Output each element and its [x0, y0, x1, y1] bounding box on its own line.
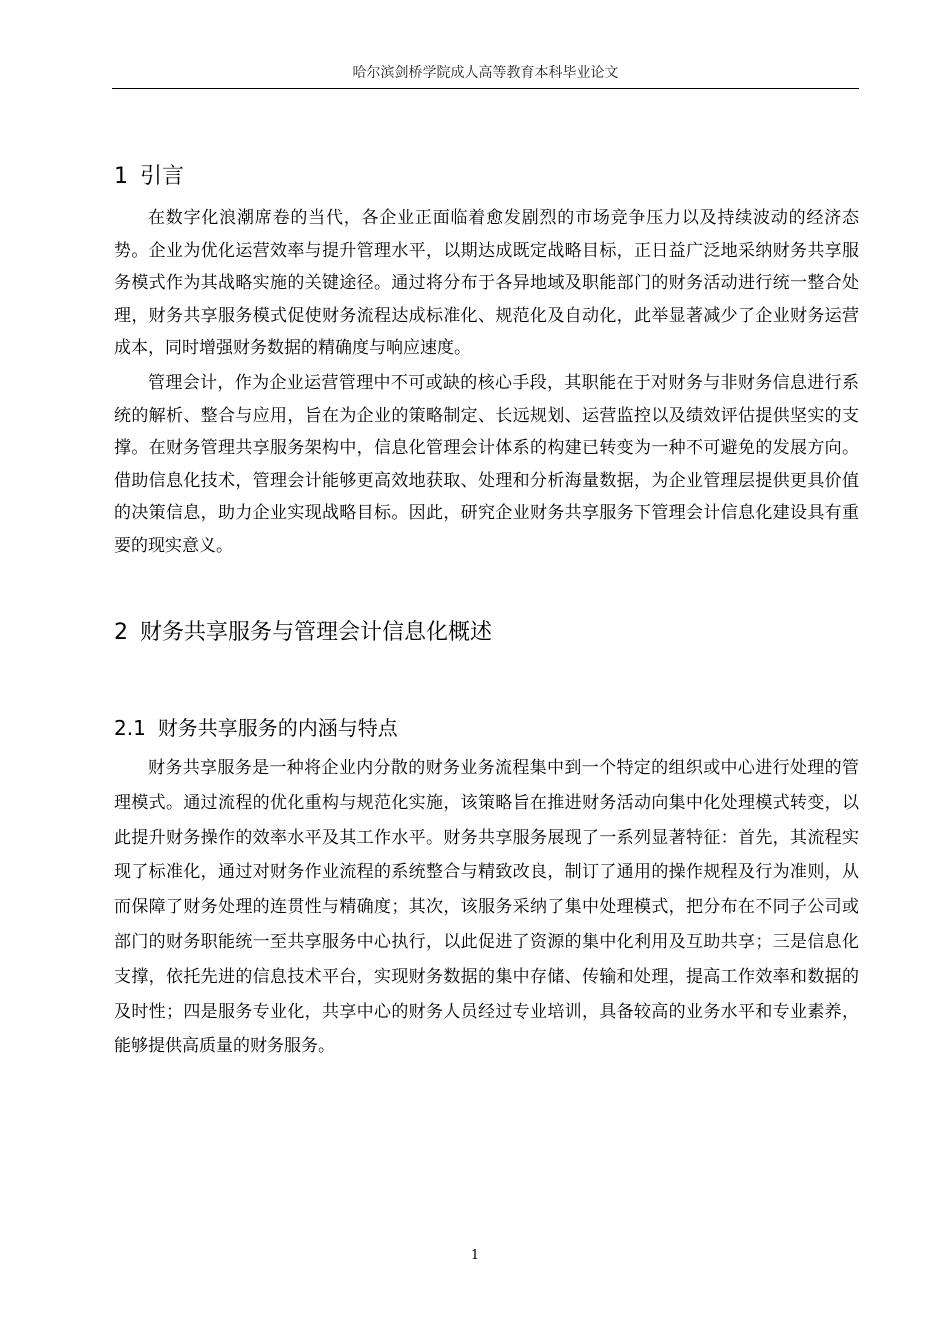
header-rule — [112, 88, 859, 89]
section-1-title: 引言 — [140, 164, 185, 189]
section-1-paragraph-2: 管理会计，作为企业运营管理中不可或缺的核心手段，其职能在于对财务与非财务信息进行系统的解析、整合与应用，旨在为企业的策略制定、长远规划、运营监控以及绩效评估提供坚实的支撑。在财务管理共享服务架构中，信息化管理会计体系的构建已转变为一种不可避免的发展方向。借助信息化技术，管理会计能够更高效地获取、处理和分析海量数据，为企业管理层提供更具价值的决策信息，助力企业实现战略目标。因此，研究企业财务共享服务下管理会计信息化建设具有重要的现实意义。 — [114, 373, 859, 556]
section-1-paragraph-1: 在数字化浪潮席卷的当代，各企业正面临着愈发剧烈的市场竞争压力以及持续波动的经济态势。企业为优化运营效率与提升管理水平，以期达成既定战略目标，正日益广泛地采纳财务共享服务模式作为其战略实施的关键途径。通过将分布于各异地域及职能部门的财务活动进行统一整合处理，财务共享服务模式促使财务流程达成标准化、规范化及自动化，此举显著减少了企业财务运营成本，同时增强财务数据的精确度与响应速度。 — [114, 208, 859, 359]
section-2-title: 财务共享服务与管理会计信息化概述 — [140, 620, 493, 645]
subsection-2-1-paragraph-1: 财务共享服务是一种将企业内分散的财务业务流程集中到一个特定的组织或中心进行处理的管理模式。通过流程的优化重构与规范化实施，该策略旨在推进财务活动向集中化处理模式转变，以此提升财务操作的效率水平及其工作水平。财务共享服务展现了一系列显著特征：首先，其流程实现了标准化，通过对财务作业流程的系统整合与精致改良，制订了通用的操作规程及行为准则，从而保障了财务处理的连贯性与精确度；其次，该服务采纳了集中处理模式，把分布在不同子公司或部门的财务职能统一至共享服务中心执行，以此促进了资源的集中化利用及互助共享；三是信息化支撑，依托先进的信息技术平台，实现财务数据的集中存储、传输和处理，提高工作效率和数据的及时性；四是服务专业化，共享中心的财务人员经过专业培训，具备较高的业务水平和专业素养，能够提供高质量的财务服务。 — [114, 758, 859, 1057]
section-1-heading — [114, 162, 184, 192]
page-number: 1 — [470, 1248, 480, 1263]
running-header: 哈尔滨剑桥学院成人高等教育本科毕业论文 — [352, 65, 619, 81]
subsection-2-1-number: 2.1 — [114, 716, 146, 740]
subsection-2-1-heading — [114, 714, 398, 742]
subsection-2-1-title: 财务共享服务的内涵与特点 — [157, 716, 398, 740]
section-2-number: 2 — [114, 620, 128, 645]
section-1-number: 1 — [114, 164, 128, 189]
section-2-heading — [114, 618, 492, 648]
